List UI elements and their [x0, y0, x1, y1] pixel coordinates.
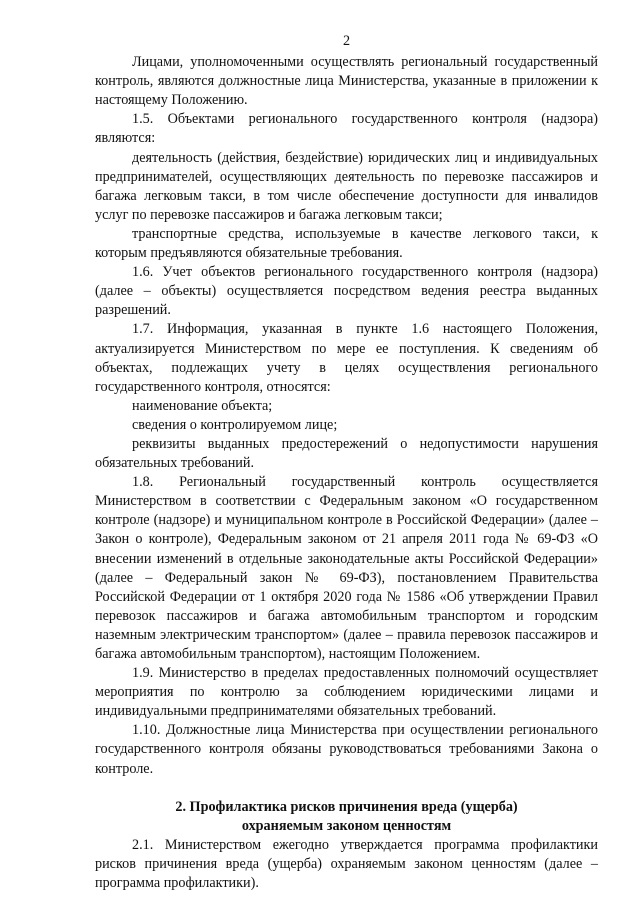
- page-number: 2: [342, 33, 351, 49]
- section-heading: [95, 798, 598, 836]
- paragraph-1-5: 1.5. Объектами регионального государственного контроля (надзора) являются:: [95, 111, 598, 147]
- paragraph-officials: Лицами, уполномоченными осуществлять региональный государственный контроль, являются должностные лица Министерства, указанные в приложении к настоящему Положению.: [95, 54, 598, 109]
- document-page: [95, 32, 598, 893]
- paragraph-1-9: 1.9. Министерство в пределах предоставленных полномочий осуществляет мероприятия по контролю за соблюдением юридическими лицами и индивидуальными предпринимателями обязательных требований.: [95, 665, 598, 720]
- paragraph-1-7: 1.7. Информация, указанная в пункте 1.6 настоящего Положения, актуализируется Министерством по мере ее поступления. К сведениям об объектах, подлежащих учету в целях осуществления регионального государственного контроля, относятся:: [95, 321, 598, 395]
- paragraph-1-8: 1.8. Региональный государственный контроль осуществляется Министерством в соответствии с Федеральным законом «О государственном контроле (надзоре) и муниципальном контроле в Российской Федерации» (далее – Закон о контроле), Федеральным законом от 21 апреля 2011 года № 69-ФЗ «О внесении изменений в отдельные законодательные акты Российской Федерации» (далее – Федеральный закон № 69-ФЗ), постановлением Правительства Российской Федерации от 1 октября 2020 года № 1586 «Об утверждении Правил перевозок пассажиров и багажа автомобильным транспортом и городским наземным электрическим транспортом» (далее – правила перевозок пассажиров и багажа автомобильным транспортом), настоящим Положением.: [95, 474, 598, 662]
- list-item-warnings: реквизиты выданных предостережений о недопустимости нарушения обязательных требований.: [95, 435, 598, 472]
- list-item-controlled-person: сведения о контролируемом лице;: [132, 416, 338, 433]
- paragraph-1-6: 1.6. Учет объектов регионального государственного контроля (надзора) (далее – объекты) осуществляется посредством ведения реестра выданных разрешений.: [95, 264, 598, 319]
- paragraph-1-10: 1.10. Должностные лица Министерства при осуществлении регионального государственного контроля обязаны руководствоваться требованиями Закона о контроле.: [95, 722, 598, 777]
- paragraph-activity: деятельность (действия, бездействие) юридических лиц и индивидуальных предпринимателей, осуществляющих деятельность по перевозке пассажиров и багажа легковым такси, в том числе обеспечение доступности для инвалидов услуг по перевозке пассажиров и багажа легковым такси;: [95, 149, 598, 223]
- section-heading-line1: 2. Профилактика рисков причинения вреда (ущерба): [175, 798, 518, 815]
- paragraph-vehicles: транспортные средства, используемые в качестве легкового такси, к которым предъявляются обязательные требования.: [95, 225, 598, 262]
- paragraph-2-1: 2.1. Министерством ежегодно утверждается программа профилактики рисков причинения вреда (ущерба) охраняемым законом ценностям (далее – программа профилактики).: [95, 836, 598, 892]
- section-heading-line2: охраняемым законом ценностям: [241, 817, 452, 834]
- list-item-object-name: наименование объекта;: [132, 397, 273, 414]
